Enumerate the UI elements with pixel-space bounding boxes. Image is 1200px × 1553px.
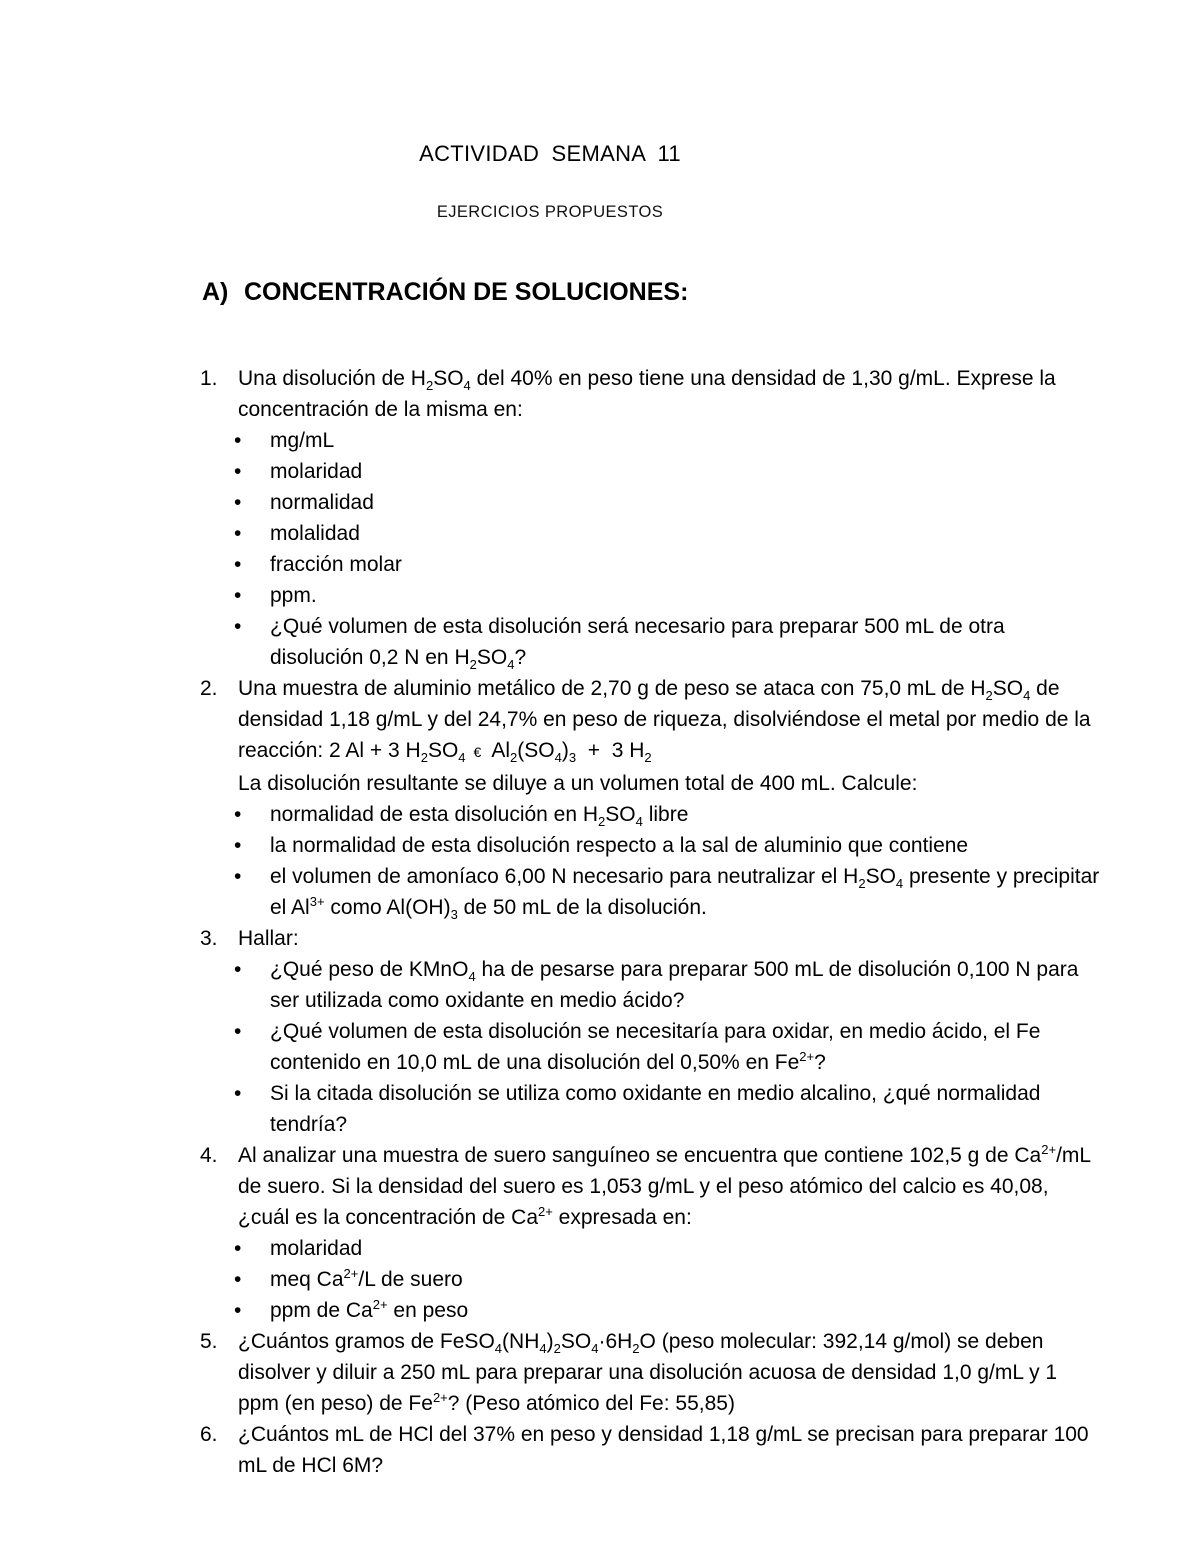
subscript: 2 <box>425 378 434 394</box>
exercise-text: (SO <box>517 739 555 762</box>
exercise-text: expresada en: <box>552 1206 692 1229</box>
bullet-text: molaridad <box>270 1237 363 1260</box>
subscript: 2 <box>632 1341 640 1357</box>
bullet-text: SO <box>865 865 896 888</box>
section-title: CONCENTRACIÓN DE SOLUCIONES: <box>243 278 689 306</box>
subscript: 4 <box>507 657 515 673</box>
exercise-text: ? (Peso atómico del Fe: 55,85) <box>447 1392 735 1415</box>
bullet-text: molaridad <box>270 460 363 483</box>
bullet-item <box>200 1078 1100 1140</box>
subscript: 4 <box>494 1341 503 1357</box>
bullet-item <box>200 799 1100 830</box>
exercise-number: 6. <box>200 1423 218 1446</box>
subscript: 2 <box>553 1341 561 1357</box>
bullet-text: /L de suero <box>358 1268 463 1291</box>
subscript: 4 <box>1023 688 1031 704</box>
exercise-number: 1. <box>200 367 218 390</box>
bullet-text: el volumen de amoníaco 6,00 N necesario para neutralizar el H <box>270 865 859 888</box>
bullet-text: ppm de Ca <box>270 1299 373 1322</box>
bullet-text: ¿Qué volumen de esta disolución se necesitaría para oxidar, en medio ácido, el Fe contenido en 10,0 mL de una disolución del 0,50% en Fe <box>270 1020 1041 1074</box>
subscript: 4 <box>591 1341 599 1357</box>
bullet-text: como Al(OH) <box>324 896 451 919</box>
exercise-text: Una disolución de H <box>238 367 426 390</box>
bullet-item <box>200 861 1100 923</box>
bullet-text: ha de pesarse para preparar 500 mL de disolución 0,100 N para ser utilizada como oxidante en medio ácido? <box>270 958 1079 1012</box>
subscript: 4 <box>635 814 643 830</box>
reaction-arrow-icon: € <box>473 744 482 760</box>
exercise-number: 3. <box>200 927 218 950</box>
bullet-item <box>200 425 1100 456</box>
subscript: 2 <box>469 657 477 673</box>
exercise-number: 2. <box>200 677 218 700</box>
exercise-2 <box>200 673 1100 768</box>
exercise-text: ) <box>561 739 569 762</box>
bullet-text: de 50 mL de la disolución. <box>457 896 707 919</box>
bullet-item <box>200 954 1100 1016</box>
bullet-item <box>200 1264 1100 1295</box>
bullet-text: molalidad <box>270 522 360 545</box>
exercise-text: (NH <box>502 1330 540 1353</box>
bullet-item <box>200 549 1100 580</box>
exercise-text: ·6H <box>598 1330 633 1353</box>
exercise-text: Al <box>491 739 511 762</box>
exercise-6 <box>200 1419 1100 1481</box>
section-heading <box>202 278 688 307</box>
subscript: 3 <box>450 907 458 923</box>
exercise-list <box>200 363 1100 1481</box>
subscript: 2 <box>420 750 428 766</box>
bullet-text: ppm. <box>270 584 317 607</box>
exercise-3 <box>200 923 1100 954</box>
subscript: 2 <box>985 688 993 704</box>
exercise-text: O (peso molecular: 392,14 g/mol) se deben disolver y diluir a 250 mL para preparar una disolución acuosa de densidad 1,0 g/mL y 1 ppm (en peso) de Fe <box>238 1330 1058 1415</box>
bullet-item <box>200 518 1100 549</box>
section-letter: A) <box>202 278 229 306</box>
document-title: ACTIVIDAD SEMANA 11 <box>419 141 681 166</box>
bullet-text: presente y precipitar el Al <box>270 865 1100 919</box>
bullet-text: libre <box>642 803 689 826</box>
bullet-text: normalidad de esta disolución en H <box>270 803 599 826</box>
bullet-text: fracción molar <box>270 553 402 576</box>
subscript: 2 <box>644 750 652 766</box>
bullet-item <box>200 830 1100 861</box>
bullet-text: en peso <box>387 1299 469 1322</box>
superscript: 2+ <box>343 1266 359 1281</box>
exercise-text: SO <box>433 367 464 390</box>
bullet-item <box>200 1233 1100 1264</box>
bullet-text: ? <box>814 1051 826 1074</box>
exercise-text: Al analizar una muestra de suero sanguíneo se encuentra que contiene 102,5 g de Ca <box>238 1144 1042 1167</box>
subscript: 4 <box>539 1341 547 1357</box>
superscript: 2+ <box>1041 1142 1057 1157</box>
bullet-text: la normalidad de esta disolución respecto a la sal de aluminio que contiene <box>270 834 969 857</box>
exercise-number: 4. <box>200 1144 218 1167</box>
bullet-text: meq Ca <box>270 1268 344 1291</box>
bullet-text: SO <box>605 803 636 826</box>
bullet-text: Si la citada disolución se utiliza como oxidante en medio alcalino, ¿qué normalidad tendría? <box>270 1082 1041 1136</box>
document-subtitle: EJERCICIOS PROPUESTOS <box>436 203 664 221</box>
superscript: 2+ <box>799 1049 815 1064</box>
bullet-item <box>200 580 1100 611</box>
exercise-text: ¿Cuántos gramos de FeSO <box>238 1330 495 1353</box>
exercise-text: + 3 H <box>576 739 645 762</box>
bullet-item <box>200 456 1100 487</box>
subscript: 3 <box>568 750 577 766</box>
exercise-text: Una muestra de aluminio metálico de 2,70 g de peso se ataca con 75,0 mL de H <box>238 677 986 700</box>
bullet-text: ¿Qué volumen de esta disolución será necesario para preparar 500 mL de otra disolución 0,2 N en H <box>270 615 1005 669</box>
superscript: 3+ <box>309 894 325 909</box>
exercise-4 <box>200 1140 1100 1233</box>
exercise-text: SO <box>992 677 1024 700</box>
exercise-1 <box>200 363 1100 425</box>
subscript: 4 <box>554 750 562 766</box>
superscript: 2+ <box>432 1390 448 1405</box>
bullet-item <box>200 1016 1100 1078</box>
bullet-item <box>200 487 1100 518</box>
exercise-text: SO <box>427 739 459 762</box>
exercise-number: 5. <box>200 1330 218 1353</box>
exercise-text: SO <box>560 1330 592 1353</box>
exercise-text: ¿Cuántos mL de HCl del 37% en peso y densidad 1,18 g/mL se precisan para preparar 100 mL de HCl 6M? <box>238 1423 1089 1477</box>
bullet-text: mg/mL <box>270 429 335 452</box>
subscript: 4 <box>895 876 904 892</box>
exercise-text: /mL de suero. Si la densidad del suero es 1,053 g/mL y el peso atómico del calcio es 40,08, ¿cuál es la concentración de Ca <box>238 1144 1091 1229</box>
exercise-2-instruction: La disolución resultante se diluye a un volumen total de 400 mL. Calcule: <box>238 772 918 795</box>
subscript: 2 <box>510 750 518 766</box>
bullet-text: SO <box>476 646 508 669</box>
bullet-item <box>200 1295 1100 1326</box>
bullet-text: normalidad <box>270 491 374 514</box>
exercise-5 <box>200 1326 1100 1419</box>
subscript: 4 <box>458 750 466 766</box>
superscript: 2+ <box>372 1297 388 1312</box>
exercise-text: ) <box>546 1330 554 1353</box>
subscript: 4 <box>468 969 476 985</box>
subscript: 4 <box>463 378 471 394</box>
superscript: 2+ <box>538 1204 553 1219</box>
subscript: 2 <box>598 814 606 830</box>
exercise-text: Hallar: <box>238 927 299 950</box>
subscript: 2 <box>858 876 866 892</box>
bullet-item <box>200 611 1100 673</box>
bullet-text: ? <box>514 646 527 669</box>
bullet-text: ¿Qué peso de KMnO <box>270 958 469 981</box>
exercise-text: de densidad 1,18 g/mL y del 24,7% en peso de riqueza, disolviéndose el metal por medio de la reacción: 2 Al + 3 H <box>238 677 1091 762</box>
exercise-text: del 40% en peso tiene una densidad de 1,30 g/mL. Exprese la concentración de la misma en: <box>238 367 1056 421</box>
